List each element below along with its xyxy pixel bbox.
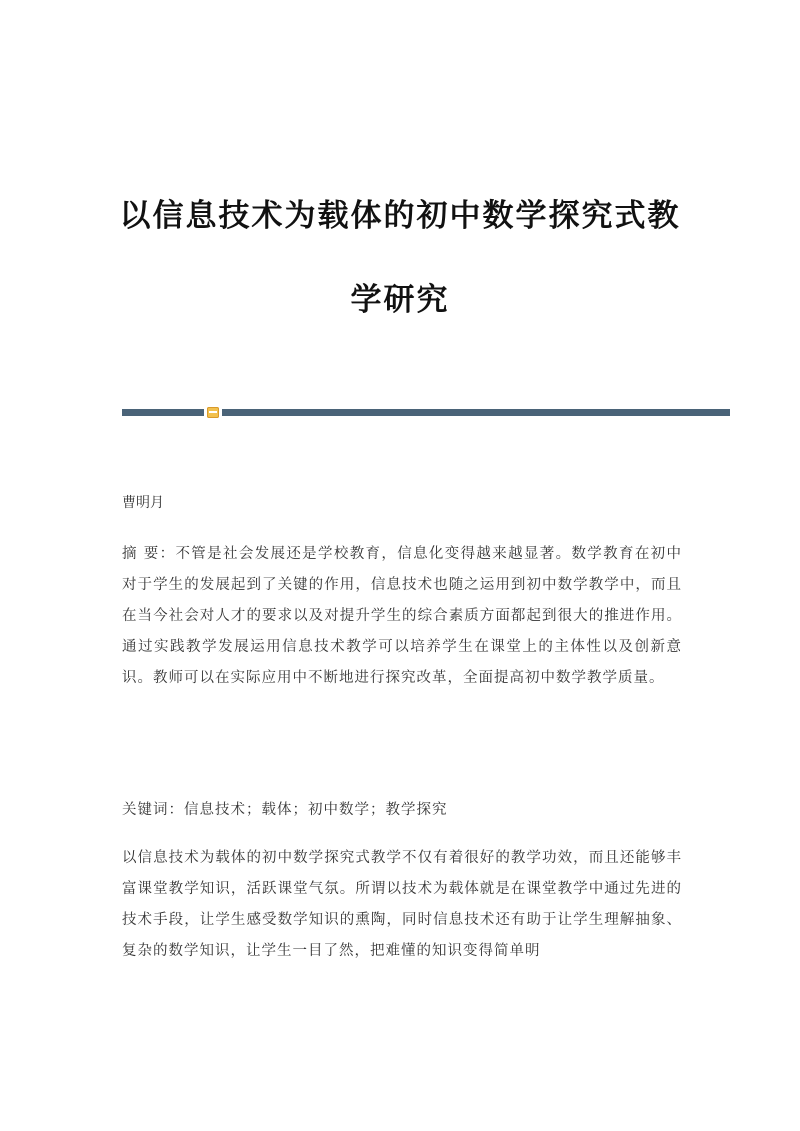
title-line-2: 学研究: [350, 282, 450, 318]
title-line-1: 以信息技术为载体的初中数学探究式教: [119, 198, 681, 234]
author-name: 曹明月: [122, 495, 164, 511]
divider-badge-icon: [207, 407, 219, 418]
divider-bar-right: [222, 409, 730, 416]
keywords-text: 信息技术；载体；初中数学；教学探究: [184, 802, 448, 818]
abstract-paragraph: [122, 539, 682, 694]
abstract-text: 不管是社会发展还是学校教育，信息化变得越来越显著。数学教育在初中对于学生的发展起到了关键的作用，信息技术也随之运用到初中数学教学中，而且在当今社会对人才的要求以及对提升学生的综合素质方面都起到很大的推进作用。通过实践教学发展运用信息技术教学可以培养学生在课堂上的主体性以及创新意识。教师可以在实际应用中不断地进行探究改革，全面提高初中数学教学质量。: [122, 546, 682, 686]
body-paragraph-1: 以信息技术为载体的初中数学探究式教学不仅有着很好的教学功效，而且还能够丰富课堂教学知识，活跃课堂气氛。所谓以技术为载体就是在课堂教学中通过先进的技术手段，让学生感受数学知识的熏陶，同时信息技术还有助于让学生理解抽象、复杂的数学知识，让学生一目了然，把难懂的知识变得简单明: [122, 850, 682, 959]
keywords-label: 关键词：: [122, 802, 184, 818]
title-divider: [122, 409, 730, 417]
abstract-label: 摘 要：: [122, 546, 176, 562]
divider-bar-left: [122, 409, 204, 416]
keywords-paragraph: [122, 795, 682, 826]
